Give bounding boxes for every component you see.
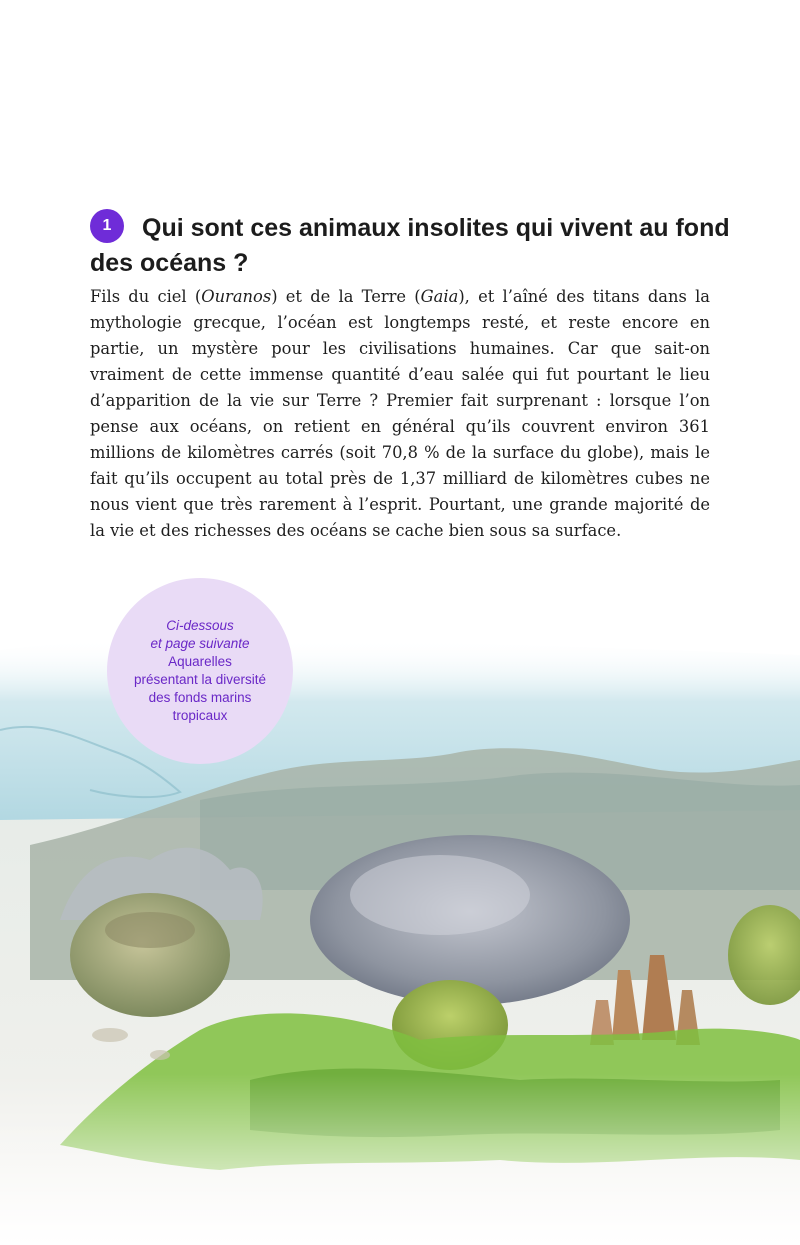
caption-line: présentant la diversité	[133, 672, 267, 687]
intro-paragraph	[90, 284, 710, 544]
caption-line: et page suivante	[150, 636, 250, 651]
caption-bubble	[107, 578, 293, 764]
paragraph-text-3: ), et l’aîné des titans dans la mythologie grecque, l’océan est longtemps resté, et reste encore en partie, un mystère pour les civilisations humaines. Car que sait-on vraiment de cette immense quantité d’eau salée qui fut pourtant le lieu d’apparition de la vie sur Terre ? Premier fait surprenant : lorsque l’on pense aux océans, on retient en général qu’ils couvrent environ 361 millions de kilomètres carrés (soit 70,8 % de la surface du globe), mais le fait qu’ils occupent au total près de 1,37 milliard de kilomètres cubes ne nous vient que très rarement à l’esprit. Pourtant, une grande majorité de la vie et des richesses des océans se cache bien sous sa surface.	[90, 287, 710, 540]
paragraph-gaia: Gaia	[420, 287, 459, 306]
paragraph-text-2: ) et de la Terre (	[271, 287, 421, 306]
caption-line: des fonds marins	[148, 690, 252, 705]
caption-line: Aquarelles	[168, 654, 232, 669]
caption-line: Ci-dessous	[166, 618, 234, 633]
section-number-badge: 1	[90, 209, 124, 243]
section-heading	[90, 211, 730, 280]
caption-line: tropicaux	[172, 708, 228, 723]
paragraph-ouranos: Ouranos	[201, 287, 272, 306]
paragraph-text-1: Fils du ciel (	[90, 287, 202, 306]
section-title: Qui sont ces animaux insolites qui vivent au fond des océans ?	[90, 213, 730, 278]
